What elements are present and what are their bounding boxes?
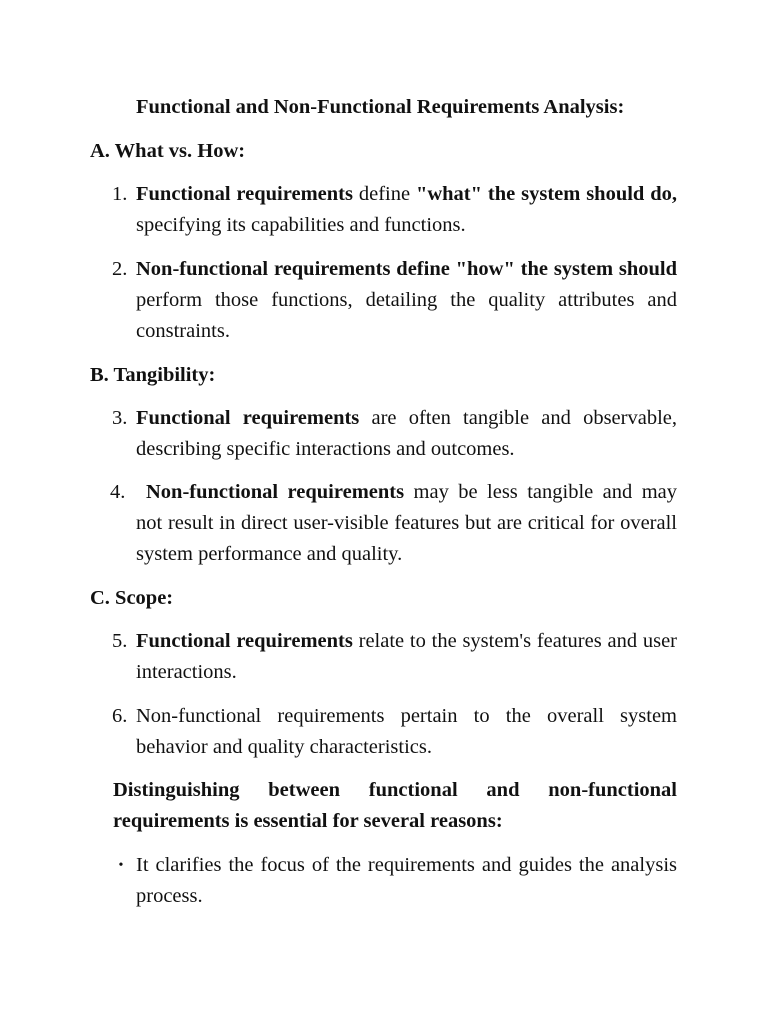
bullet-icon: • (118, 858, 124, 873)
list-number: 2. (112, 258, 128, 280)
closing-paragraph: Distinguishing between functional and non-functional requirements is essential for several reasons: (113, 779, 677, 832)
list-item-6 (112, 701, 677, 763)
list-item-2 (112, 254, 677, 347)
document-title: Functional and Non-Functional Requirements Analysis: (136, 96, 625, 118)
body-text: specifying its capabilities and functions. (136, 214, 466, 236)
list-item-3 (112, 403, 677, 465)
body-text: are often tangible and observable, describing specific interactions and outcomes. (136, 407, 677, 460)
bold-text: Functional requirements (136, 183, 353, 205)
list-number: 1. (112, 183, 128, 205)
bold-text: Non-functional requirements (146, 481, 405, 503)
section-heading-what-vs-how: A. What vs. How: (90, 140, 246, 162)
bold-text: Non-functional requirements define "how" the system should (136, 258, 677, 280)
list-number: 5. (112, 630, 128, 652)
list-item-5 (112, 626, 678, 688)
section-heading-tangibility: B. Tangibility: (90, 364, 216, 386)
bullet-item (118, 850, 677, 912)
list-number: 6. (112, 705, 128, 727)
body-text: may be less tangible and may not result in direct user-visible features but are critical for overall system performance and quality. (136, 481, 677, 565)
list-number: 3. (112, 407, 128, 429)
body-text: It clarifies the focus of the requirements and guides the analysis process. (136, 854, 677, 907)
body-text: Non-functional requirements pertain to the overall system behavior and quality characteristics. (136, 705, 677, 758)
bold-text: Functional requirements (136, 407, 360, 429)
section-heading-scope: C. Scope: (90, 587, 174, 609)
bold-text: Functional requirements (136, 630, 353, 652)
body-text: perform those functions, detailing the quality attributes and constraints. (136, 289, 677, 342)
body-text: define (352, 183, 416, 205)
list-number: 4. (110, 481, 126, 503)
list-item-1 (112, 179, 677, 241)
list-item-4 (110, 477, 677, 570)
bold-text: "what" the system should do, (415, 183, 677, 205)
body-text: relate to the system's features and user interactions. (136, 630, 678, 683)
